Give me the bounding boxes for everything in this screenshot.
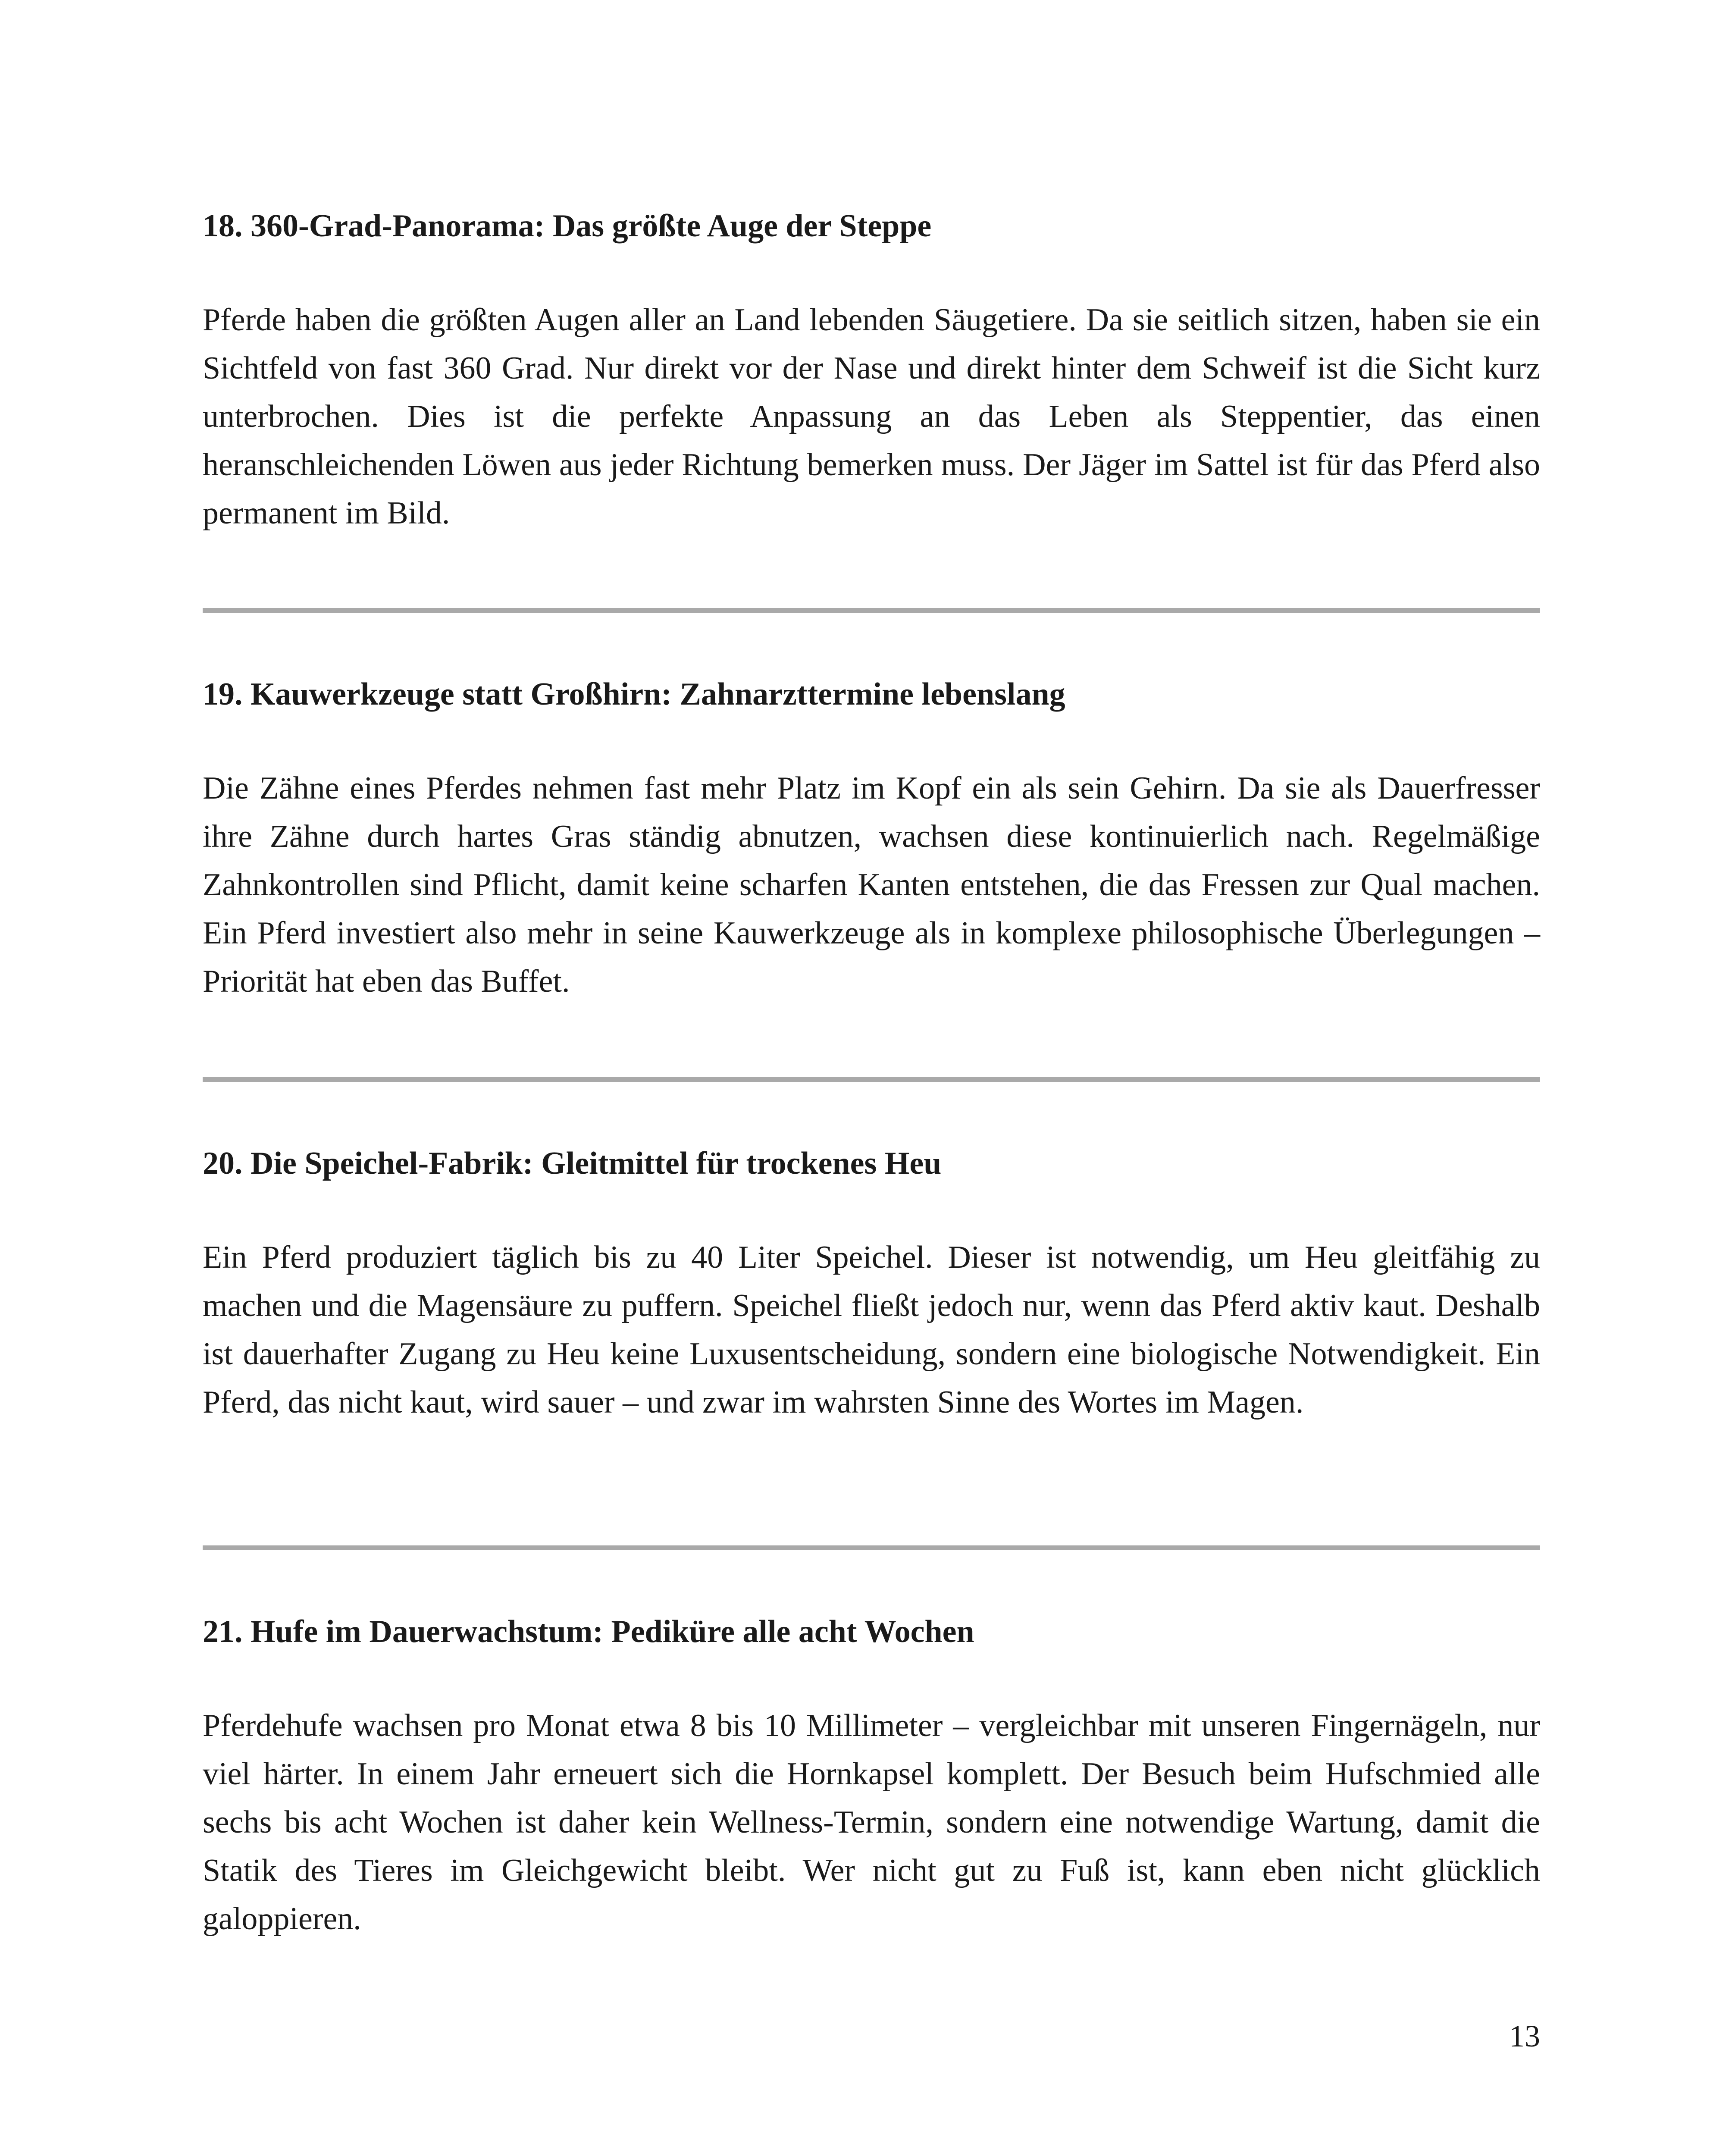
section-heading: 19. Kauwerkzeuge statt Großhirn: Zahnarzttermine lebenslang (203, 677, 1065, 712)
page-number: 13 (1509, 2019, 1540, 2053)
section-21 (203, 1610, 1540, 1943)
section-paragraph: Pferde haben die größten Augen aller an Land lebenden Säugetiere. Da sie seitlich sitzen, haben sie ein Sichtfeld von fast 360 Grad. Nur direkt vor der Nase und direkt hinter dem Schweif ist die Sicht kurz unterbrochen. Dies ist die perfekte Anpassung an das Leben als Steppentier, das einen heranschleichenden Löwen aus jeder Richtung bemerken muss. Der Jäger im Sattel ist für das Pferd also permanent im Bild. (203, 302, 1540, 531)
document-page (203, 0, 1540, 2156)
section-divider (203, 608, 1540, 613)
section-18 (203, 204, 1540, 537)
section-paragraph: Ein Pferd produziert täglich bis zu 40 Liter Speichel. Dieser ist notwendig, um Heu gleitfähig zu machen und die Magensäure zu puffern. Speichel fließt jedoch nur, wenn das Pferd aktiv kaut. Deshalb ist dauerhafter Zugang zu Heu keine Luxusentscheidung, sondern eine biologische Notwendigkeit. Ein Pferd, das nicht kaut, wird sauer – und zwar im wahrsten Sinne des Wortes im Magen. (203, 1240, 1540, 1420)
section-divider (203, 1545, 1540, 1550)
section-heading: 18. 360-Grad-Panorama: Das größte Auge der Steppe (203, 208, 932, 244)
section-divider (203, 1077, 1540, 1082)
section-paragraph: Die Zähne eines Pferdes nehmen fast mehr Platz im Kopf ein als sein Gehirn. Da sie als Dauerfresser ihre Zähne durch hartes Gras ständig abnutzen, wachsen diese kontinuierlich nach. Regelmäßige Zahnkontrollen sind Pflicht, damit keine scharfen Kanten entstehen, die das Fressen zur Qual machen. Ein Pferd investiert also mehr in seine Kauwerkzeuge als in komplexe philosophische Überlegungen – Priorität hat eben das Buffet. (203, 771, 1540, 999)
section-heading: 21. Hufe im Dauerwachstum: Pediküre alle acht Wochen (203, 1614, 974, 1649)
section-paragraph: Pferdehufe wachsen pro Monat etwa 8 bis 10 Millimeter – vergleichbar mit unseren Fingernägeln, nur viel härter. In einem Jahr erneuert sich die Hornkapsel komplett. Der Besuch beim Hufschmied alle sechs bis acht Wochen ist daher kein Wellness-Termin, sondern eine notwendige Wartung, damit die Statik des Tieres im Gleichgewicht bleibt. Wer nicht gut zu Fuß ist, kann eben nicht glücklich galoppieren. (203, 1708, 1540, 1937)
section-20 (203, 1142, 1540, 1426)
section-19 (203, 673, 1540, 1006)
section-heading: 20. Die Speichel-Fabrik: Gleitmittel für trockenes Heu (203, 1146, 942, 1181)
